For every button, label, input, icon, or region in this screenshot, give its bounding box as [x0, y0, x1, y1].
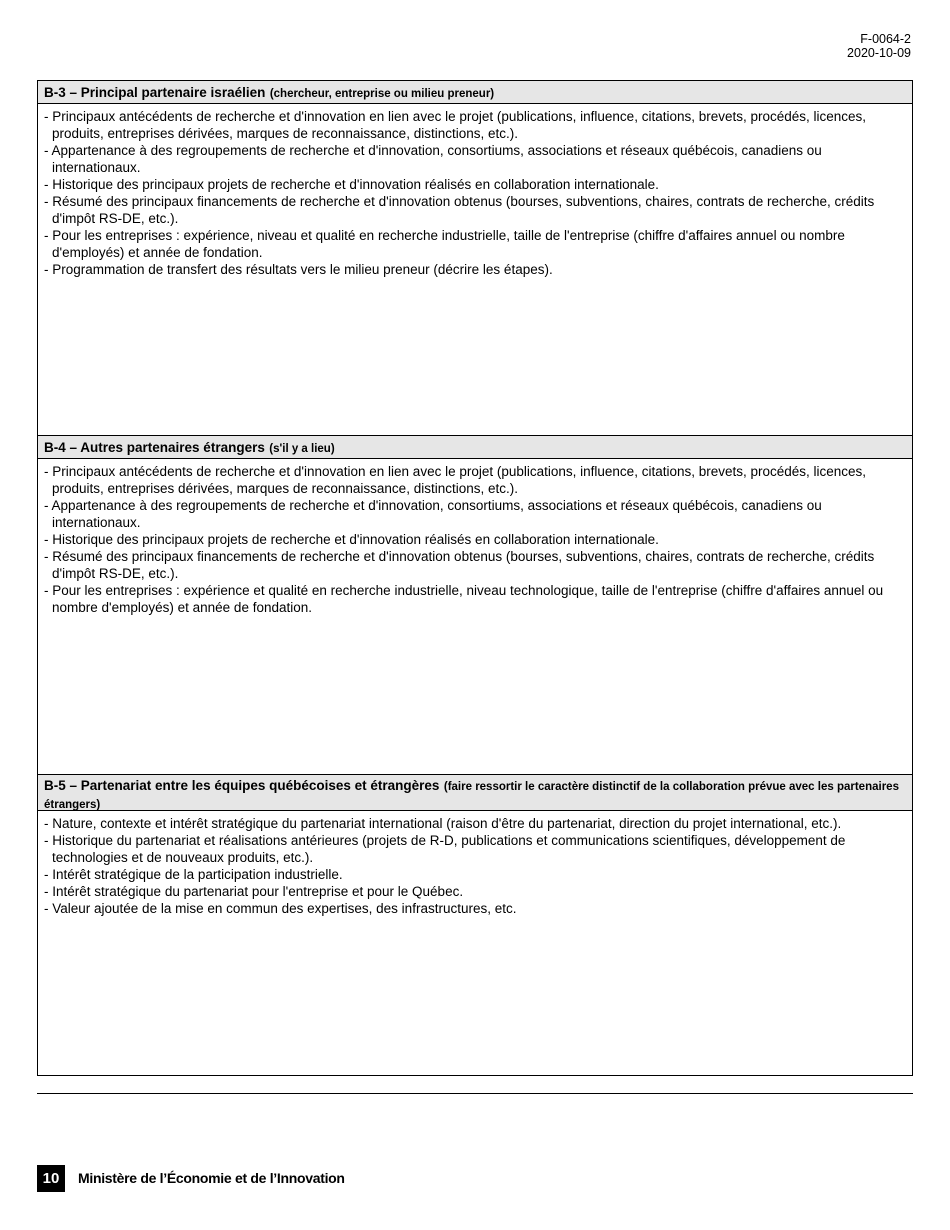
- section-b4-note: (s'il y a lieu): [269, 443, 335, 455]
- form-table: [37, 80, 913, 1076]
- section-b3-header: [38, 81, 912, 104]
- instruction-item: - Historique des principaux projets de recherche et d'innovation réalisés en collaboration internationale.: [44, 532, 659, 547]
- instruction-item: - Historique du partenariat et réalisations antérieures (projets de R-D, publications et communications scientifiques, développement de technologies et de nouveaux produits, etc.).: [44, 833, 846, 865]
- section-b4-instructions: [38, 459, 912, 616]
- section-b3-instructions: [38, 104, 912, 278]
- instruction-item: - Principaux antécédents de recherche et d'innovation en lien avec le projet (publications, influence, citations, brevets, procédés, licences, produits, entreprises dérivées, marques de reconnaissance, distinctions, etc.).: [44, 464, 867, 496]
- instruction-item: - Pour les entreprises : expérience, niveau et qualité en recherche industrielle, taille de l'entreprise (chiffre d'affaires annuel ou nombre d'employés) et année de fondation.: [44, 228, 845, 260]
- form-number: F-0064-2: [860, 32, 911, 46]
- instruction-item: - Appartenance à des regroupements de recherche et d'innovation, consortiums, associations et réseaux québécois, canadiens ou internationaux.: [44, 143, 822, 175]
- instruction-item: - Nature, contexte et intérêt stratégique du partenariat international (raison d'être du partenariat, direction du projet international, etc.).: [44, 816, 842, 831]
- instruction-item: - Appartenance à des regroupements de recherche et d'innovation, consortiums, associations et réseaux québécois, canadiens ou internationaux.: [44, 498, 822, 530]
- section-b4-header: [38, 436, 912, 459]
- instruction-item: - Historique des principaux projets de recherche et d'innovation réalisés en collaboration internationale.: [44, 177, 659, 192]
- footer-divider: [37, 1093, 913, 1094]
- section-b3-note: (chercheur, entreprise ou milieu preneur): [269, 88, 495, 100]
- section-b5-note: (faire ressortir le caractère distinctif de la collaboration prévue avec les partenaires étrangers): [44, 781, 899, 811]
- section-b4: [38, 435, 912, 775]
- instruction-item: - Résumé des principaux financements de recherche et d'innovation obtenus (bourses, subventions, chaires, contrats de recherche, crédits d'impôt RS-DE, etc.).: [44, 194, 875, 226]
- form-date: 2020-10-09: [847, 46, 911, 60]
- form-code: [847, 32, 911, 60]
- ministry-name: Ministère de l’Économie et de l’Innovation: [78, 1170, 345, 1186]
- instruction-item: - Programmation de transfert des résultats vers le milieu preneur (décrire les étapes).: [44, 262, 553, 277]
- section-b5: [38, 774, 912, 1076]
- instruction-item: - Intérêt stratégique de la participation industrielle.: [44, 867, 343, 882]
- page-number: 10: [37, 1165, 65, 1192]
- instruction-item: - Résumé des principaux financements de recherche et d'innovation obtenus (bourses, subventions, chaires, contrats de recherche, crédits d'impôt RS-DE, etc.).: [44, 549, 875, 581]
- section-b5-title: B-5 – Partenariat entre les équipes québécoises et étrangères: [44, 778, 440, 793]
- instruction-item: - Intérêt stratégique du partenariat pour l'entreprise et pour le Québec.: [44, 884, 464, 899]
- instruction-item: - Principaux antécédents de recherche et d'innovation en lien avec le projet (publications, influence, citations, brevets, procédés, licences, produits, entreprises dérivées, marques de reconnaissance, distinctions, etc.).: [44, 109, 867, 141]
- section-b5-header: [38, 775, 912, 811]
- section-b3: [38, 81, 912, 435]
- instruction-item: - Valeur ajoutée de la mise en commun des expertises, des infrastructures, etc.: [44, 901, 517, 916]
- instruction-item: - Pour les entreprises : expérience et qualité en recherche industrielle, niveau technologique, taille de l'entreprise (chiffre d'affaires annuel ou nombre d'employés) et année de fondation.: [44, 583, 884, 615]
- section-b5-instructions: [38, 811, 912, 917]
- section-b3-title: B-3 – Principal partenaire israélien: [44, 85, 266, 100]
- section-b4-title: B-4 – Autres partenaires étrangers: [44, 440, 265, 455]
